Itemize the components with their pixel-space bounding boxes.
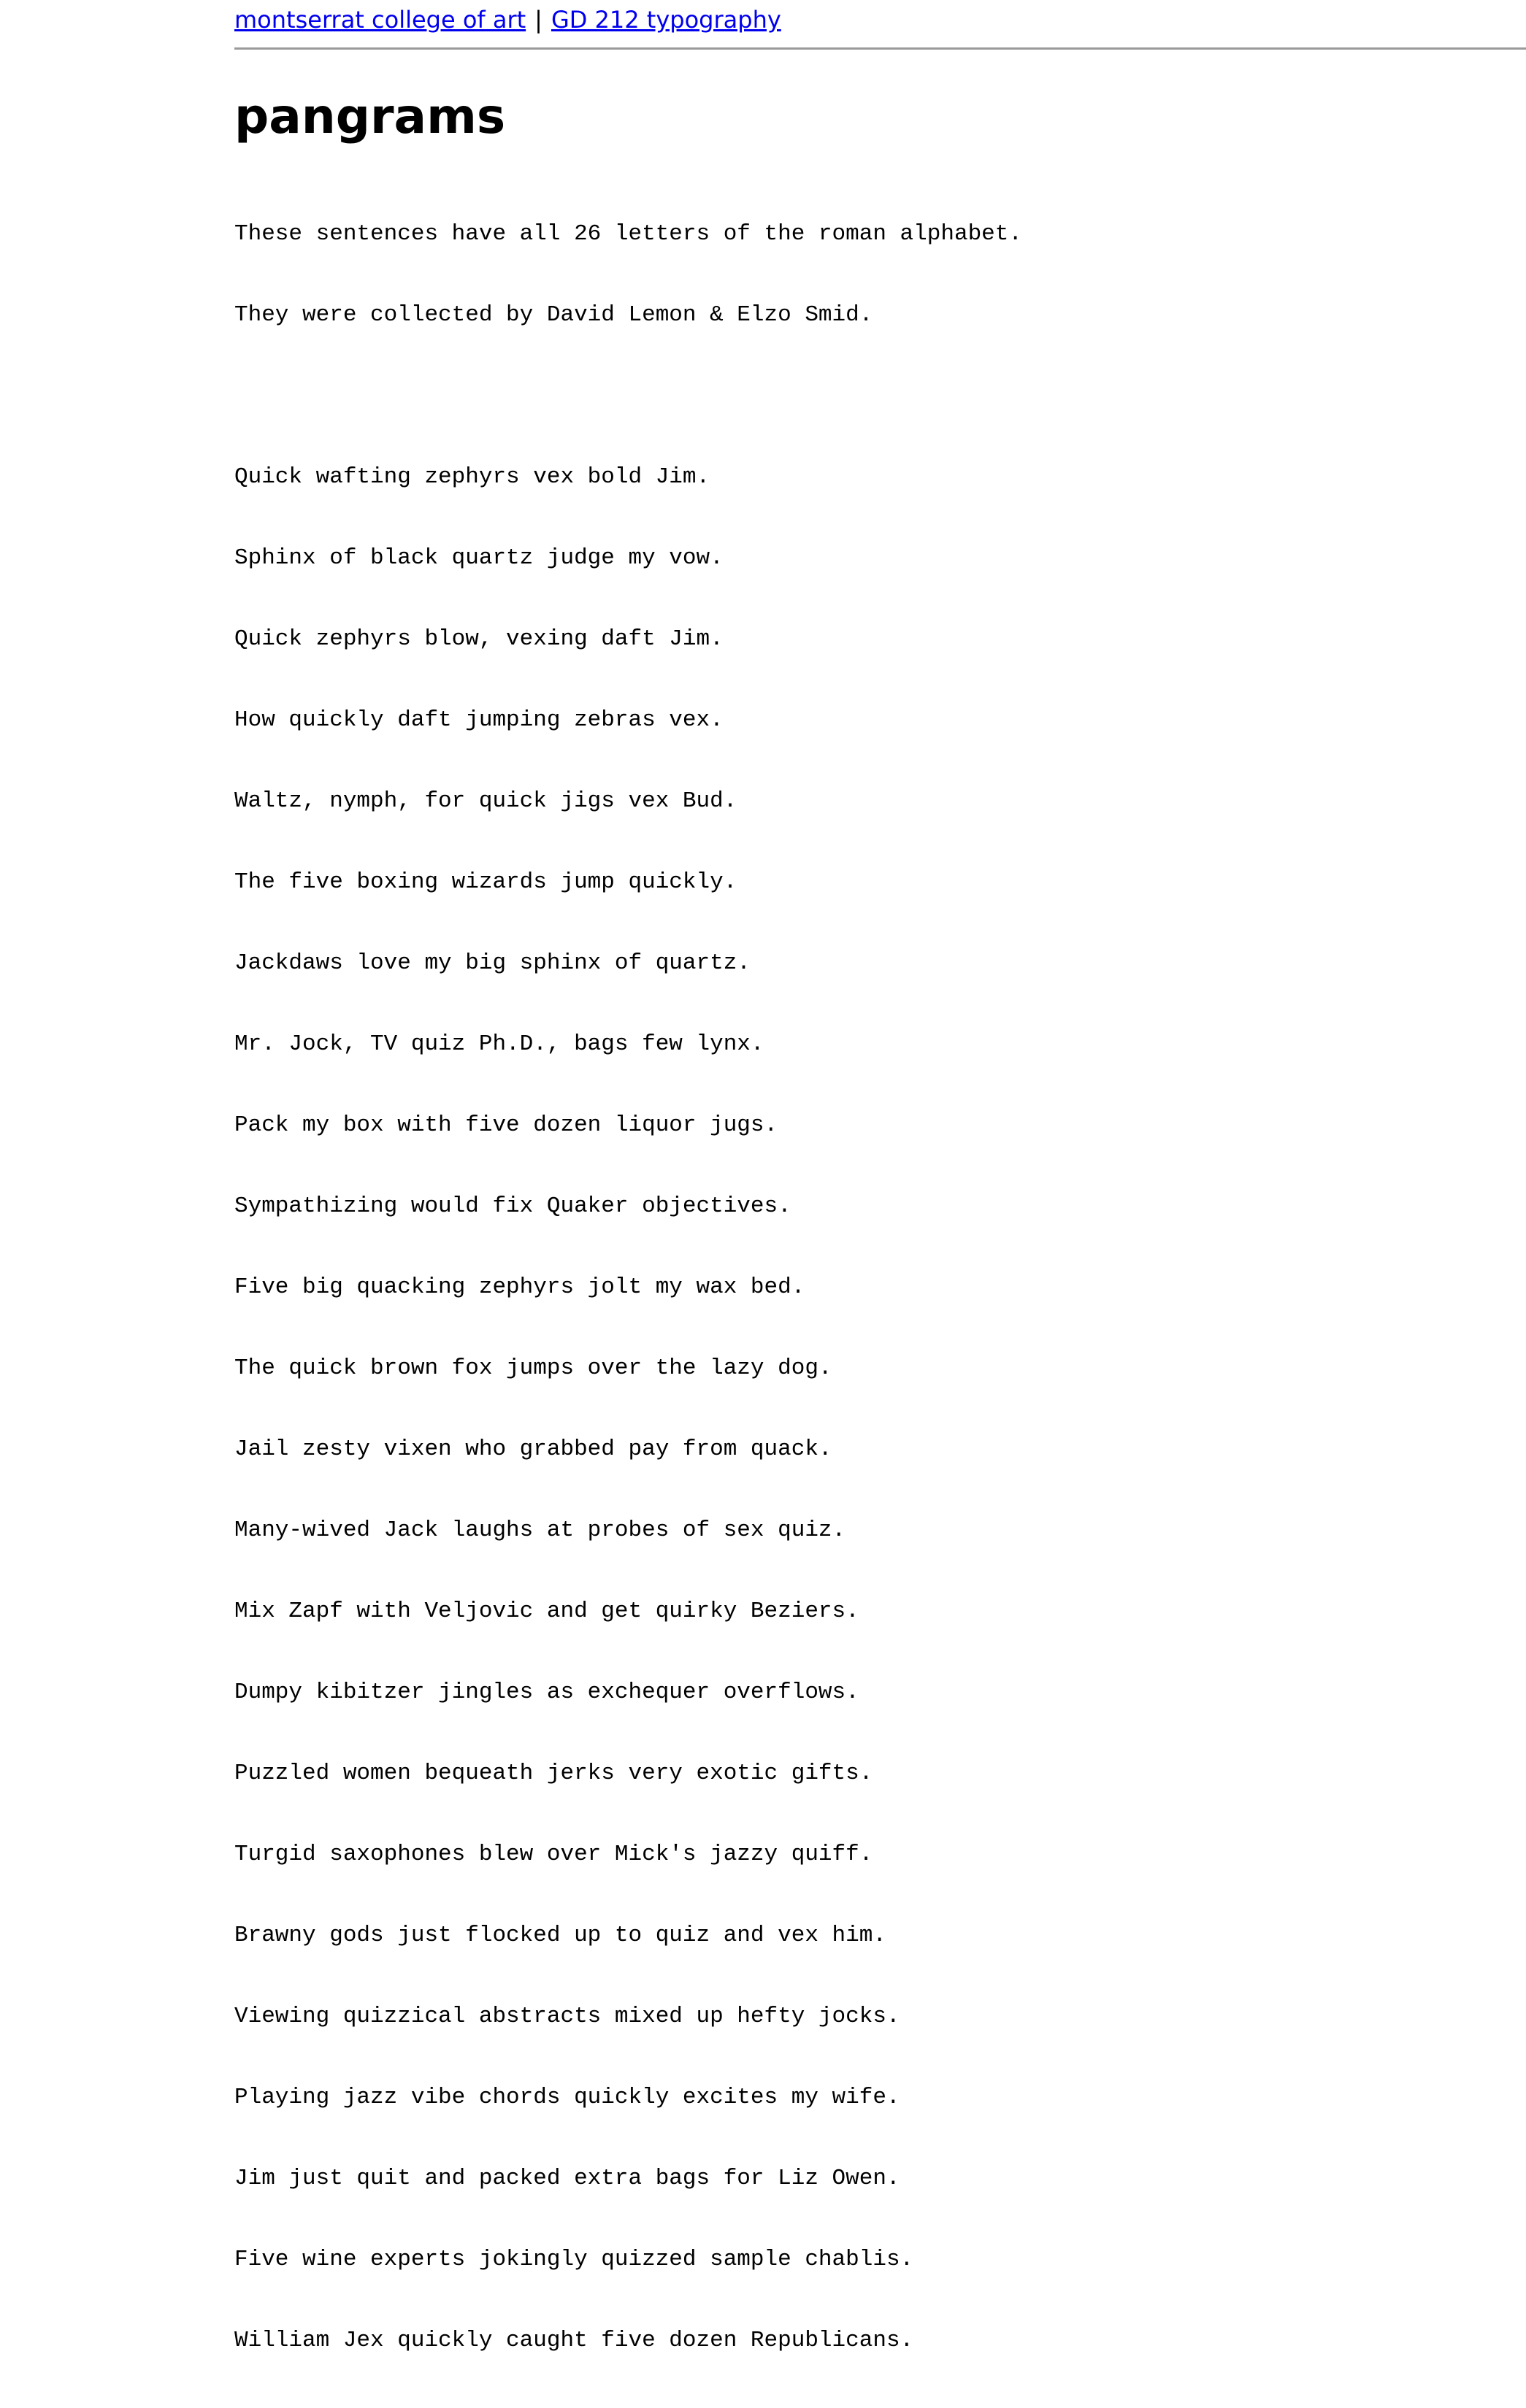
- pangram-line: Many-wived Jack laughs at probes of sex quiz.: [234, 1517, 846, 1543]
- pangram-line: Jim just quit and packed extra bags for Liz Owen.: [234, 2166, 900, 2191]
- pangram-line: Waltz, nymph, for quick jigs vex Bud.: [234, 788, 737, 814]
- intro-text: [234, 166, 1526, 382]
- pangram-line: Sympathizing would fix Quaker objectives.: [234, 1193, 791, 1219]
- pangram-line: Quick wafting zephyrs vex bold Jim.: [234, 464, 710, 490]
- pangram-line: Mix Zapf with Veljovic and get quirky Beziers.: [234, 1599, 859, 1624]
- pangram-line: Viewing quizzical abstracts mixed up hefty jocks.: [234, 2004, 900, 2029]
- pangram-line: Quick zephyrs blow, vexing daft Jim.: [234, 626, 724, 652]
- pangram-line: Jackdaws love my big sphinx of quartz.: [234, 950, 751, 976]
- pangram-line: Jail zesty vixen who grabbed pay from quack.: [234, 1436, 832, 1462]
- intro-line: They were collected by David Lemon & Elzo Smid.: [234, 302, 873, 328]
- page-content: [234, 0, 1526, 2408]
- pangram-line: Playing jazz vibe chords quickly excites my wife.: [234, 2085, 900, 2110]
- pangram-line: How quickly daft jumping zebras vex.: [234, 707, 724, 733]
- header-divider: [234, 47, 1526, 50]
- pangram-line: Pack my box with five dozen liquor jugs.: [234, 1112, 778, 1138]
- pangram-line: Dumpy kibitzer jingles as exchequer overflows.: [234, 1680, 859, 1705]
- pangram-line: Turgid saxophones blew over Mick's jazzy quiff.: [234, 1842, 873, 1867]
- pangram-line: Five wine experts jokingly quizzed sample chablis.: [234, 2247, 914, 2272]
- intro-line: These sentences have all 26 letters of the roman alphabet.: [234, 221, 1022, 247]
- breadcrumb: [234, 0, 1526, 39]
- college-link[interactable]: montserrat college of art: [234, 6, 526, 34]
- breadcrumb-separator: |: [534, 6, 542, 34]
- pangram-list: [234, 409, 1526, 2408]
- pangram-line: The five boxing wizards jump quickly.: [234, 869, 737, 895]
- page-title: pangrams: [234, 88, 506, 145]
- pangram-line: Puzzled women bequeath jerks very exotic gifts.: [234, 1761, 873, 1786]
- pangram-line: The quick brown fox jumps over the lazy dog.: [234, 1355, 832, 1381]
- pangram-line: Brawny gods just flocked up to quiz and vex him.: [234, 1923, 886, 1948]
- course-link[interactable]: GD 212 typography: [551, 6, 781, 34]
- pangram-line: Five big quacking zephyrs jolt my wax bed.: [234, 1274, 805, 1300]
- pangram-line: Sphinx of black quartz judge my vow.: [234, 545, 724, 571]
- pangram-line: Mr. Jock, TV quiz Ph.D., bags few lynx.: [234, 1031, 764, 1057]
- pangram-line: William Jex quickly caught five dozen Republicans.: [234, 2328, 914, 2353]
